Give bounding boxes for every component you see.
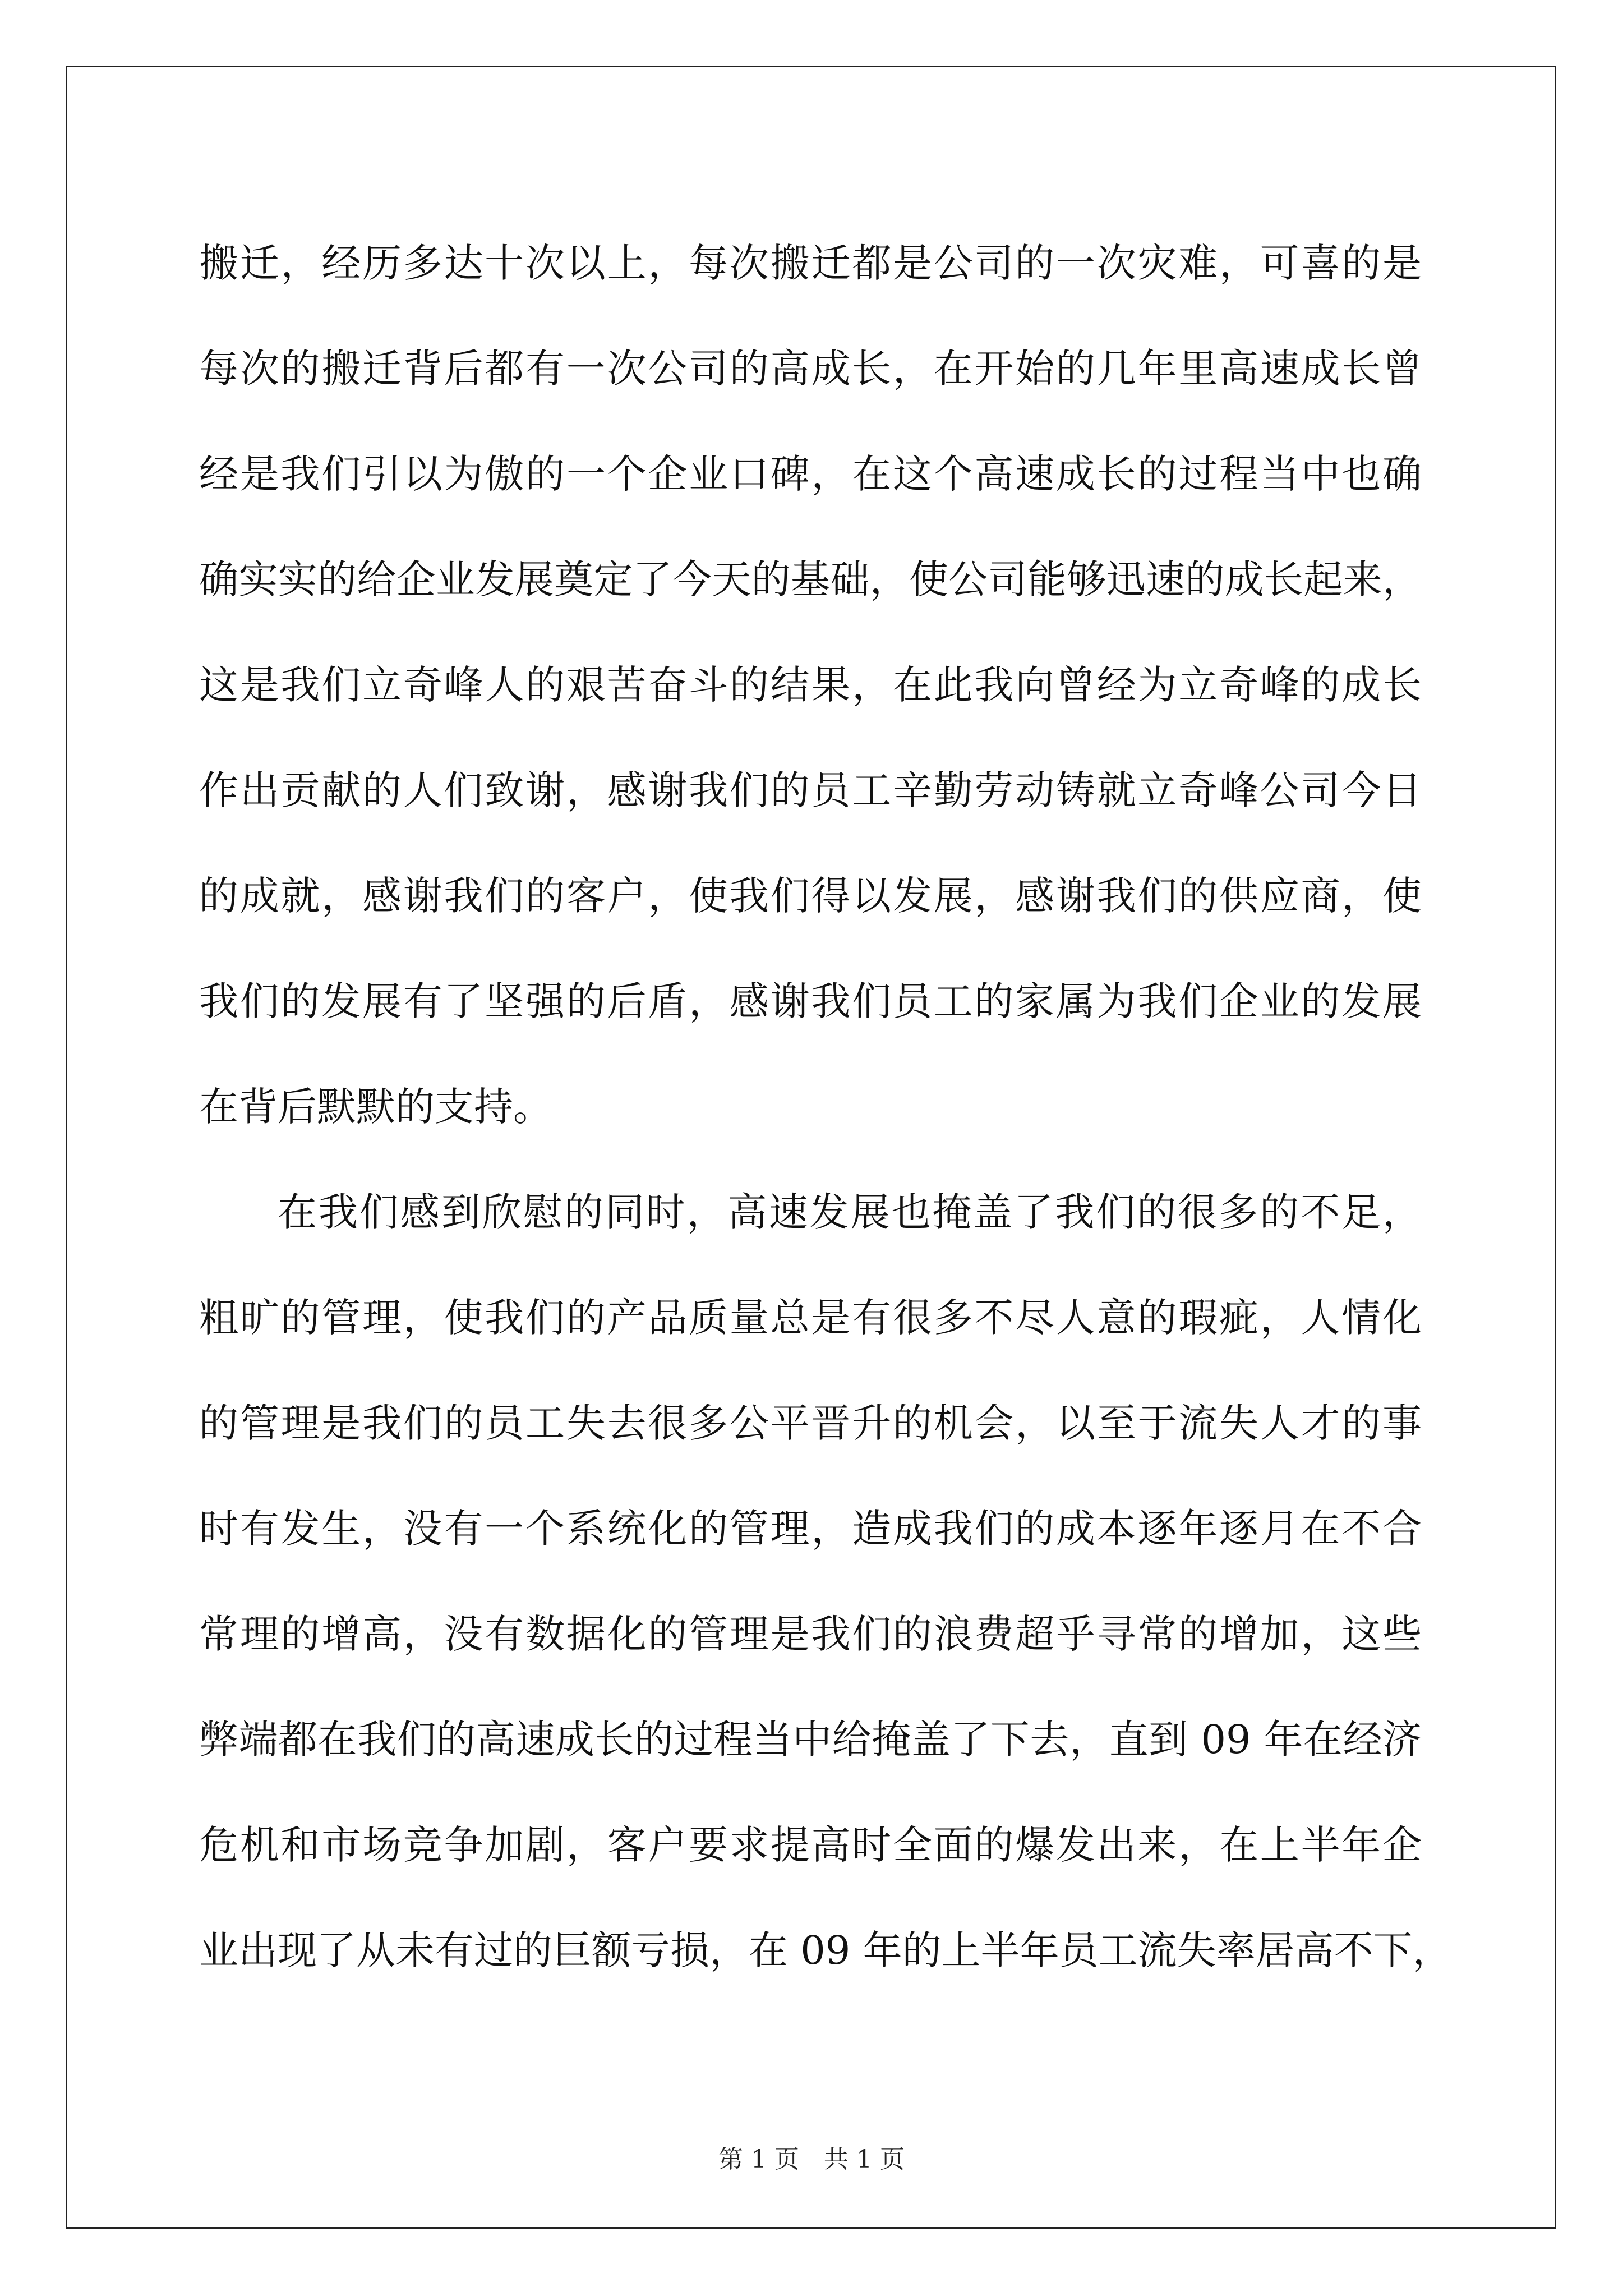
- text-line: 常理的增高，没有数据化的管理是我们的浪费超乎寻常的增加，这些: [199, 1611, 1422, 1657]
- text-line: 经是我们引以为傲的一个企业口碑，在这个高速成长的过程当中也确: [199, 451, 1422, 497]
- paragraph-first-line: 在我们感到欣慰的同时，高速发展也掩盖了我们的很多的不足，: [278, 1189, 1422, 1235]
- page-total: 共 1 页: [824, 2145, 905, 2174]
- page-footer: [0, 2143, 1623, 2177]
- text-line: 时有发生，没有一个系统化的管理，造成我们的成本逐年逐月在不合: [199, 1506, 1422, 1552]
- text-line: 每次的搬迁背后都有一次公司的高成长，在开始的几年里高速成长曾: [199, 346, 1422, 392]
- text-line: 在背后默默的支持。: [199, 1084, 552, 1130]
- text-line: 这是我们立奇峰人的艰苦奋斗的结果，在此我向曾经为立奇峰的成长: [199, 662, 1422, 708]
- text-line: 业出现了从未有过的巨额亏损，在 09 年的上半年员工流失率居高不下，: [199, 1927, 1452, 1973]
- text-line: 的管理是我们的员工失去很多公平晋升的机会，以至于流失人才的事: [199, 1400, 1422, 1446]
- text-line: 搬迁，经历多达十次以上，每次搬迁都是公司的一次灾难，可喜的是: [199, 240, 1422, 286]
- page-number: 第 1 页: [718, 2145, 799, 2174]
- document-body: [199, 210, 1452, 2003]
- text-line: 作出贡献的人们致谢，感谢我们的员工辛勤劳动铸就立奇峰公司今日: [199, 767, 1422, 813]
- text-line: 我们的发展有了坚强的后盾，感谢我们员工的家属为我们企业的发展: [199, 978, 1422, 1024]
- text-line: 粗旷的管理，使我们的产品质量总是有很多不尽人意的瑕疵，人情化: [199, 1295, 1422, 1341]
- text-line: 弊端都在我们的高速成长的过程当中给掩盖了下去，直到 09 年在经济: [199, 1717, 1422, 1763]
- text-line: 的成就，感谢我们的客户，使我们得以发展，感谢我们的供应商，使: [199, 873, 1422, 919]
- text-line: 危机和市场竞争加剧，客户要求提高时全面的爆发出来，在上半年企: [199, 1822, 1422, 1868]
- text-line: 确实实的给企业发展奠定了今天的基础，使公司能够迅速的成长起来，: [199, 556, 1422, 602]
